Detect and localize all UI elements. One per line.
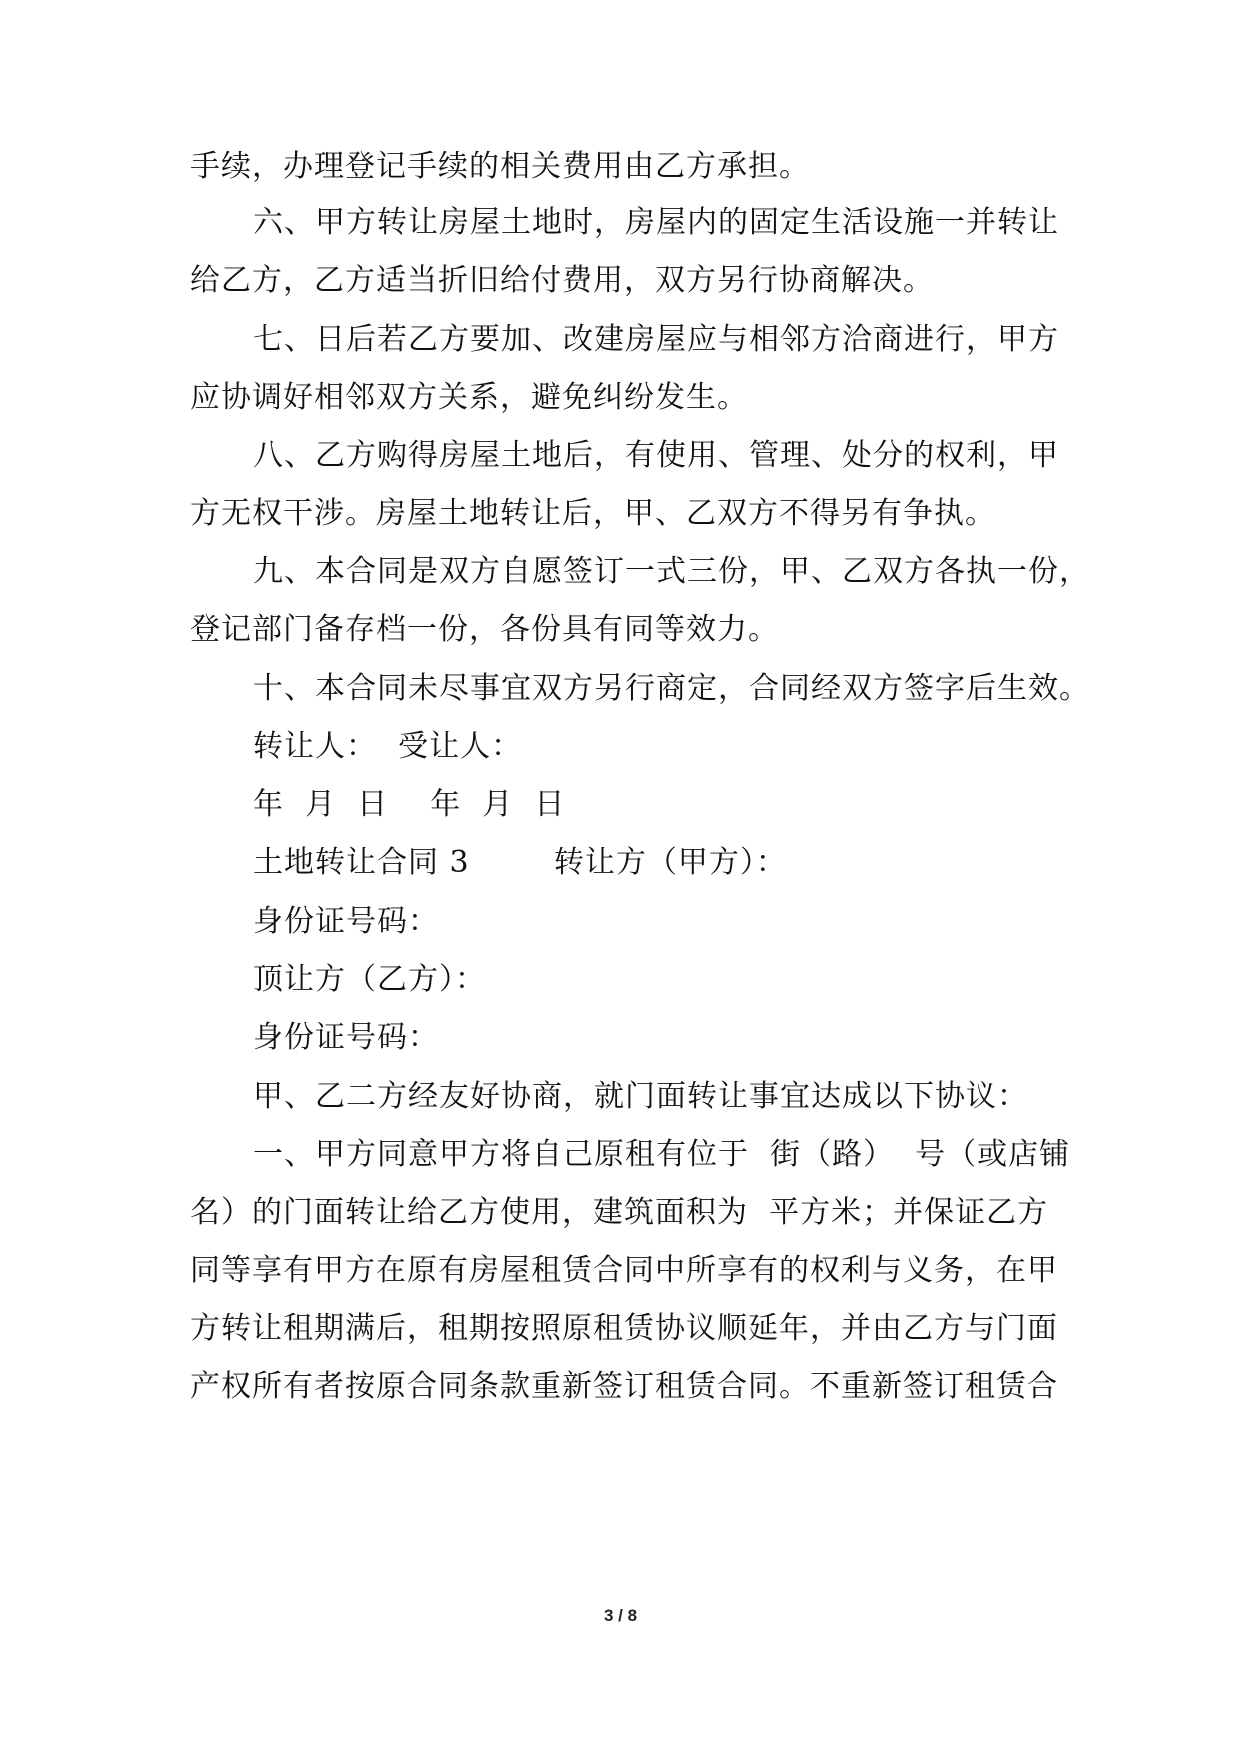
text-line: 给乙方，乙方适当折旧给付费用，双方另行协商解决。	[190, 263, 934, 298]
text-line: 产权所有者按原合同条款重新签订租赁合同。不重新签订租赁合	[190, 1369, 1058, 1404]
text-line: 九、本合同是双方自愿签订一式三份，甲、乙双方各执一份，	[253, 554, 1090, 589]
text-line: 手续，办理登记手续的相关费用由乙方承担。	[190, 149, 810, 184]
text-line: 八、乙方购得房屋土地后，有使用、管理、处分的权利，甲	[253, 438, 1059, 473]
text-line: 甲、乙二方经友好协商，就门面转让事宜达成以下协议：	[253, 1079, 1028, 1114]
text-line: 六、甲方转让房屋土地时，房屋内的固定生活设施一并转让	[253, 205, 1059, 240]
date-line: 年 月 日 年 月 日	[253, 787, 566, 822]
text-line: 名）的门面转让给乙方使用，建筑面积为 平方米；并保证乙方	[190, 1195, 1049, 1230]
text-line: 身份证号码：	[253, 904, 439, 939]
page-number: 3 / 8	[603, 1606, 638, 1625]
contract-heading: 土地转让合同 3 转让方（甲方）：	[253, 845, 787, 880]
text-line: 十、本合同未尽事宜双方另行商定，合同经双方签字后生效。	[253, 671, 1090, 706]
text-line: 同等享有甲方在原有房屋租赁合同中所享有的权利与义务，在甲	[190, 1253, 1058, 1288]
signature-labels: 转让人： 受让人：	[253, 729, 523, 764]
text-line: 身份证号码：	[253, 1020, 439, 1055]
text-line: 一、甲方同意甲方将自己原租有位于 街（路） 号（或店铺	[253, 1137, 1071, 1172]
text-line: 顶让方（乙方）：	[253, 962, 486, 997]
text-line: 应协调好相邻双方关系，避免纠纷发生。	[190, 380, 748, 415]
text-line: 方转让租期满后，租期按照原租赁协议顺延年，并由乙方与门面	[190, 1311, 1058, 1346]
text-line: 方无权干涉。房屋土地转让后，甲、乙双方不得另有争执。	[190, 496, 996, 531]
text-line: 登记部门备存档一份，各份具有同等效力。	[190, 612, 779, 647]
text-line: 七、日后若乙方要加、改建房屋应与相邻方洽商进行，甲方	[253, 322, 1059, 357]
